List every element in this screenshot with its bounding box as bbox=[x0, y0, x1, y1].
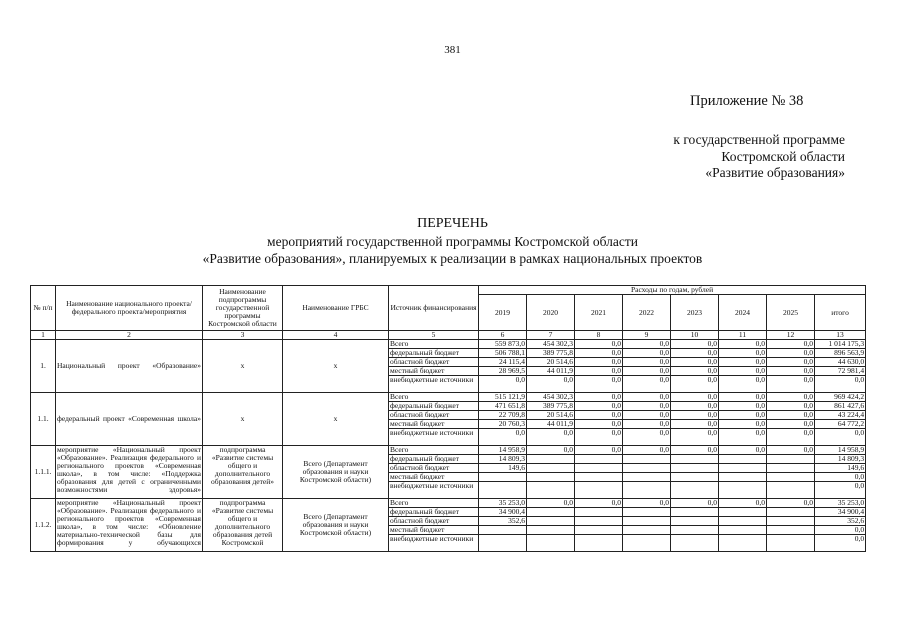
year-value bbox=[527, 526, 575, 535]
year-value bbox=[623, 473, 671, 482]
year-value: 0,0 bbox=[671, 402, 719, 411]
year-value bbox=[575, 464, 623, 473]
header-year: 2021 bbox=[575, 295, 623, 331]
year-value: 0,0 bbox=[671, 340, 719, 349]
source-label: федеральный бюджет bbox=[389, 402, 479, 411]
year-value: 515 121,9 bbox=[479, 393, 527, 402]
source-label: Всего bbox=[389, 499, 479, 508]
year-value: 454 302,3 bbox=[527, 340, 575, 349]
total-value: 34 900,4 bbox=[815, 508, 866, 517]
year-value: 0,0 bbox=[623, 429, 671, 446]
year-value: 0,0 bbox=[623, 367, 671, 376]
total-value: 352,6 bbox=[815, 517, 866, 526]
year-value bbox=[719, 526, 767, 535]
column-number: 11 bbox=[719, 331, 767, 340]
year-value: 389 775,8 bbox=[527, 402, 575, 411]
year-value: 0,0 bbox=[623, 349, 671, 358]
year-value bbox=[527, 464, 575, 473]
year-value: 22 709,8 bbox=[479, 411, 527, 420]
year-value bbox=[527, 517, 575, 526]
column-number: 3 bbox=[203, 331, 283, 340]
year-value bbox=[671, 526, 719, 535]
year-value: 0,0 bbox=[623, 446, 671, 455]
header-expenses: Расходы по годам, рублей bbox=[479, 286, 866, 295]
column-number: 5 bbox=[389, 331, 479, 340]
column-number: 9 bbox=[623, 331, 671, 340]
column-number: 2 bbox=[56, 331, 203, 340]
header-num: № п/п bbox=[31, 286, 56, 331]
year-value: 0,0 bbox=[767, 393, 815, 402]
year-value: 0,0 bbox=[623, 358, 671, 367]
total-value: 0,0 bbox=[815, 526, 866, 535]
year-value: 0,0 bbox=[767, 402, 815, 411]
row-subprogram: подпрограмма «Развитие системы общего и дополнительного образования детей» bbox=[203, 446, 283, 499]
source-label: внебюджетные источники bbox=[389, 429, 479, 446]
page-number: 381 bbox=[444, 44, 461, 56]
source-label: внебюджетные источники bbox=[389, 482, 479, 499]
total-value: 43 224,4 bbox=[815, 411, 866, 420]
year-value: 0,0 bbox=[719, 349, 767, 358]
year-value: 0,0 bbox=[719, 402, 767, 411]
year-value bbox=[767, 508, 815, 517]
table-row bbox=[31, 393, 866, 402]
year-value bbox=[623, 535, 671, 552]
year-value: 0,0 bbox=[623, 411, 671, 420]
year-value bbox=[623, 482, 671, 499]
year-value bbox=[719, 517, 767, 526]
year-value bbox=[767, 517, 815, 526]
total-value: 0,0 bbox=[815, 482, 866, 499]
row-grbs: Всего (Департамент образования и науки Костромской области) bbox=[283, 446, 389, 499]
source-label: Всего bbox=[389, 340, 479, 349]
row-number: 1.1.1. bbox=[31, 446, 56, 499]
total-value: 72 981,4 bbox=[815, 367, 866, 376]
year-value: 0,0 bbox=[671, 499, 719, 508]
year-value bbox=[479, 535, 527, 552]
year-value: 14 809,3 bbox=[479, 455, 527, 464]
year-value: 0,0 bbox=[671, 429, 719, 446]
row-grbs: Всего (Департамент образования и науки Костромской области) bbox=[283, 499, 389, 552]
column-number: 7 bbox=[527, 331, 575, 340]
year-value: 0,0 bbox=[575, 393, 623, 402]
year-value bbox=[623, 526, 671, 535]
header-total: итого bbox=[815, 295, 866, 331]
year-value bbox=[719, 464, 767, 473]
source-label: областной бюджет bbox=[389, 358, 479, 367]
year-value: 0,0 bbox=[575, 367, 623, 376]
year-value: 0,0 bbox=[767, 340, 815, 349]
header-year: 2020 bbox=[527, 295, 575, 331]
year-value: 0,0 bbox=[623, 420, 671, 429]
year-value bbox=[623, 464, 671, 473]
year-value bbox=[719, 535, 767, 552]
year-value bbox=[767, 526, 815, 535]
table-body bbox=[31, 340, 866, 552]
year-value bbox=[575, 473, 623, 482]
year-value bbox=[575, 517, 623, 526]
year-value: 0,0 bbox=[671, 393, 719, 402]
table-row bbox=[31, 446, 866, 455]
source-label: местный бюджет bbox=[389, 473, 479, 482]
year-value: 0,0 bbox=[719, 340, 767, 349]
total-value: 14 958,9 bbox=[815, 446, 866, 455]
measures-table bbox=[30, 285, 866, 552]
year-value bbox=[767, 464, 815, 473]
year-value: 0,0 bbox=[671, 446, 719, 455]
total-value: 0,0 bbox=[815, 473, 866, 482]
year-value: 0,0 bbox=[719, 358, 767, 367]
year-value bbox=[767, 473, 815, 482]
row-subprogram: подпрограмма «Развитие системы общего и дополнительного образования детей Костромской bbox=[203, 499, 283, 552]
year-value: 0,0 bbox=[623, 499, 671, 508]
total-value: 861 427,6 bbox=[815, 402, 866, 411]
year-value bbox=[671, 517, 719, 526]
year-value bbox=[767, 455, 815, 464]
source-label: местный бюджет bbox=[389, 367, 479, 376]
year-value: 389 775,8 bbox=[527, 349, 575, 358]
header-year: 2023 bbox=[671, 295, 719, 331]
year-value bbox=[671, 535, 719, 552]
total-value: 149,6 bbox=[815, 464, 866, 473]
year-value: 506 788,1 bbox=[479, 349, 527, 358]
year-value: 0,0 bbox=[719, 446, 767, 455]
total-value: 64 772,2 bbox=[815, 420, 866, 429]
year-value: 0,0 bbox=[527, 446, 575, 455]
column-number: 8 bbox=[575, 331, 623, 340]
year-value: 352,6 bbox=[479, 517, 527, 526]
year-value bbox=[671, 455, 719, 464]
row-name: мероприятие «Национальный проект «Образование». Реализация федерального и регионального проектов «Современная школа», в том числе: «Обновление материально-технической базы для формирования у обучающихся bbox=[56, 499, 203, 552]
source-label: Всего bbox=[389, 393, 479, 402]
column-number: 13 bbox=[815, 331, 866, 340]
year-value bbox=[575, 535, 623, 552]
header-year: 2019 bbox=[479, 295, 527, 331]
header-grbs: Наименование ГРБС bbox=[283, 286, 389, 331]
source-label: местный бюджет bbox=[389, 420, 479, 429]
year-value: 0,0 bbox=[527, 376, 575, 393]
source-label: областной бюджет bbox=[389, 517, 479, 526]
year-value bbox=[719, 455, 767, 464]
year-value bbox=[671, 473, 719, 482]
total-value: 969 424,2 bbox=[815, 393, 866, 402]
header-year: 2022 bbox=[623, 295, 671, 331]
table-row bbox=[31, 340, 866, 349]
year-value bbox=[719, 482, 767, 499]
row-grbs: х bbox=[283, 340, 389, 393]
year-value bbox=[527, 508, 575, 517]
column-number: 12 bbox=[767, 331, 815, 340]
year-value: 0,0 bbox=[623, 402, 671, 411]
annex-title: Приложение № 38 bbox=[690, 93, 804, 109]
year-value: 0,0 bbox=[575, 446, 623, 455]
column-number: 6 bbox=[479, 331, 527, 340]
year-value: 0,0 bbox=[671, 358, 719, 367]
year-value: 559 873,0 bbox=[479, 340, 527, 349]
source-label: федеральный бюджет bbox=[389, 349, 479, 358]
year-value: 0,0 bbox=[575, 420, 623, 429]
year-value: 20 514,6 bbox=[527, 358, 575, 367]
year-value: 34 900,4 bbox=[479, 508, 527, 517]
year-value bbox=[719, 473, 767, 482]
year-value: 35 253,0 bbox=[479, 499, 527, 508]
year-value: 0,0 bbox=[623, 340, 671, 349]
header-subprogram: Наименование подпрограммы государственной программы Костромской области bbox=[203, 286, 283, 331]
year-value: 0,0 bbox=[575, 340, 623, 349]
year-value bbox=[623, 508, 671, 517]
year-value: 20 514,6 bbox=[527, 411, 575, 420]
row-subprogram: х bbox=[203, 393, 283, 446]
year-value: 471 651,8 bbox=[479, 402, 527, 411]
source-label: федеральный бюджет bbox=[389, 455, 479, 464]
program-line: к государственной программе bbox=[673, 132, 845, 147]
header-year: 2024 bbox=[719, 295, 767, 331]
year-value: 0,0 bbox=[767, 420, 815, 429]
row-grbs: х bbox=[283, 393, 389, 446]
year-value: 0,0 bbox=[719, 367, 767, 376]
year-value: 0,0 bbox=[575, 411, 623, 420]
year-value: 0,0 bbox=[719, 420, 767, 429]
year-value bbox=[479, 526, 527, 535]
year-value bbox=[479, 473, 527, 482]
total-value: 1 014 175,3 bbox=[815, 340, 866, 349]
year-value: 0,0 bbox=[575, 349, 623, 358]
year-value: 28 969,5 bbox=[479, 367, 527, 376]
column-number: 4 bbox=[283, 331, 389, 340]
year-value: 0,0 bbox=[575, 429, 623, 446]
total-value: 35 253,0 bbox=[815, 499, 866, 508]
header-source: Источник финансирования bbox=[389, 286, 479, 331]
year-value: 0,0 bbox=[671, 420, 719, 429]
header-project: Наименование национального проекта/федерального проекта/мероприятия bbox=[56, 286, 203, 331]
document-subtitle: «Развитие образования», планируемых к реализации в рамках национальных проектов bbox=[202, 251, 703, 266]
year-value bbox=[575, 455, 623, 464]
row-name: федеральный проект «Современная школа» bbox=[56, 393, 203, 446]
total-value: 0,0 bbox=[815, 429, 866, 446]
year-value: 0,0 bbox=[575, 499, 623, 508]
document-subtitle: мероприятий государственной программы Костромской области bbox=[267, 234, 638, 249]
row-number: 1. bbox=[31, 340, 56, 393]
source-label: местный бюджет bbox=[389, 526, 479, 535]
year-value bbox=[575, 482, 623, 499]
program-reference bbox=[673, 132, 845, 182]
year-value: 0,0 bbox=[767, 429, 815, 446]
year-value bbox=[623, 455, 671, 464]
total-value: 44 630,0 bbox=[815, 358, 866, 367]
source-label: федеральный бюджет bbox=[389, 508, 479, 517]
year-value bbox=[575, 508, 623, 517]
year-value bbox=[527, 482, 575, 499]
year-value: 0,0 bbox=[719, 429, 767, 446]
year-value: 0,0 bbox=[767, 499, 815, 508]
year-value: 0,0 bbox=[719, 393, 767, 402]
year-value: 0,0 bbox=[479, 429, 527, 446]
document-title: ПЕРЕЧЕНЬ bbox=[417, 216, 488, 231]
row-subprogram: х bbox=[203, 340, 283, 393]
year-value: 0,0 bbox=[671, 349, 719, 358]
total-value: 14 809,3 bbox=[815, 455, 866, 464]
row-name: Национальный проект «Образование» bbox=[56, 340, 203, 393]
year-value: 0,0 bbox=[767, 411, 815, 420]
total-value: 0,0 bbox=[815, 376, 866, 393]
year-value bbox=[623, 517, 671, 526]
program-line: Костромской области bbox=[721, 148, 845, 164]
year-value: 44 011,9 bbox=[527, 367, 575, 376]
year-value: 0,0 bbox=[671, 411, 719, 420]
year-value: 0,0 bbox=[719, 376, 767, 393]
year-value bbox=[767, 535, 815, 552]
year-value: 20 760,3 bbox=[479, 420, 527, 429]
year-value bbox=[671, 482, 719, 499]
year-value: 0,0 bbox=[623, 393, 671, 402]
year-value: 0,0 bbox=[767, 376, 815, 393]
year-value: 0,0 bbox=[719, 499, 767, 508]
year-value: 454 302,3 bbox=[527, 393, 575, 402]
year-value: 0,0 bbox=[767, 349, 815, 358]
total-value: 896 563,9 bbox=[815, 349, 866, 358]
year-value: 0,0 bbox=[623, 376, 671, 393]
year-value: 0,0 bbox=[767, 358, 815, 367]
year-value: 0,0 bbox=[527, 499, 575, 508]
year-value: 0,0 bbox=[575, 402, 623, 411]
year-value: 0,0 bbox=[671, 367, 719, 376]
year-value: 149,6 bbox=[479, 464, 527, 473]
year-value: 14 958,9 bbox=[479, 446, 527, 455]
program-line: «Развитие образования» bbox=[705, 165, 845, 180]
source-label: областной бюджет bbox=[389, 411, 479, 420]
source-label: внебюджетные источники bbox=[389, 535, 479, 552]
year-value: 0,0 bbox=[719, 411, 767, 420]
source-label: Всего bbox=[389, 446, 479, 455]
header-year: 2025 bbox=[767, 295, 815, 331]
year-value: 0,0 bbox=[575, 358, 623, 367]
row-name: мероприятие «Национальный проект «Образование». Реализация федерального и регионального проектов «Современная школа», в том числе: «Поддержка образования для детей с ограниченными возможностями здоровья» bbox=[56, 446, 203, 499]
year-value bbox=[527, 535, 575, 552]
year-value: 0,0 bbox=[767, 446, 815, 455]
column-number: 10 bbox=[671, 331, 719, 340]
total-value: 0,0 bbox=[815, 535, 866, 552]
source-label: внебюджетные источники bbox=[389, 376, 479, 393]
year-value bbox=[671, 508, 719, 517]
year-value: 24 115,4 bbox=[479, 358, 527, 367]
row-number: 1.1. bbox=[31, 393, 56, 446]
year-value bbox=[671, 464, 719, 473]
year-value bbox=[719, 508, 767, 517]
year-value: 44 011,9 bbox=[527, 420, 575, 429]
table-row bbox=[31, 499, 866, 508]
year-value bbox=[767, 482, 815, 499]
year-value: 0,0 bbox=[671, 376, 719, 393]
source-label: областной бюджет bbox=[389, 464, 479, 473]
year-value bbox=[575, 526, 623, 535]
year-value: 0,0 bbox=[575, 376, 623, 393]
year-value: 0,0 bbox=[479, 376, 527, 393]
year-value bbox=[527, 473, 575, 482]
year-value bbox=[527, 455, 575, 464]
column-number: 1 bbox=[31, 331, 56, 340]
year-value: 0,0 bbox=[527, 429, 575, 446]
year-value bbox=[479, 482, 527, 499]
year-value: 0,0 bbox=[767, 367, 815, 376]
row-number: 1.1.2. bbox=[31, 499, 56, 552]
